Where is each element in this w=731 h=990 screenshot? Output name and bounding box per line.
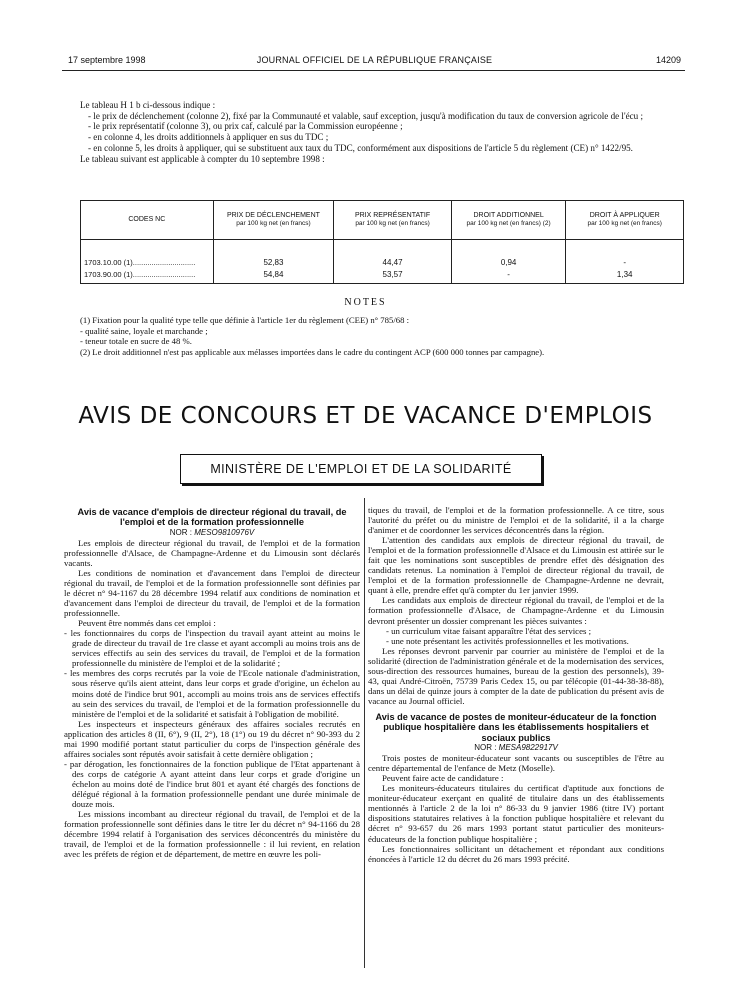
paragraph: Les missions incombant au directeur régional du travail, de l'emploi et de la formation professionnelle sont définies dans le titre Ier du décret n° 94-1166 du 28 décembre 1994 relatif à l'organisation des services déconcentrés du ministère du travail, de l'emploi et de la formation professionnelle : il lui revient, en relation avec les préfets de région et de département, de mettre en œuvre les poli-: [64, 809, 360, 860]
paragraph: - une note présentant les activités professionnelles et les motivations.: [386, 635, 629, 646]
cell-trigger-price: 52,83: [213, 256, 334, 268]
table-row: [81, 256, 684, 268]
article-nor: NOR : MESA9822917V: [474, 743, 558, 753]
paragraph: Les moniteurs-éducateurs titulaires du certificat d'aptitude aux fonctions de moniteur-éducateur exerçant en qualité de titulaire dans un des établissements mentionnés à l'article 2 de la loi n° 86-33 du 9 janvier 1986 (titre IV) portant dispositions statutaires relatives à la fonction publique hospitalière et relevant du décret n° 93-657 du 26 mars 1993 portant statut particulier des moniteurs-éducateurs de la fonction publique hospitalière ;: [368, 783, 664, 844]
intro-line: - en colonne 5, les droits à appliquer, qui se substituent aux taux du TDC, conformément aux dispositions de l'article 5 du règlement (CE) n° 1422/95.: [88, 142, 633, 153]
cell-code: 1703.90.00 (1)..............................: [81, 268, 214, 284]
paragraph: Les conditions de nomination et d'avancement dans l'emploi de directeur régional du travail, de l'emploi et de la formation professionnelle sont définies par le décret n° 94-1167 du 28 décembre 1994 relatif aux conditions de nomination et d'avancement dans l'emploi de directeur du travail, de l'emploi et de la formation professionnelle.: [64, 567, 360, 619]
note-line: - teneur totale en sucre de 48 %.: [80, 336, 192, 347]
page-number: 14209: [655, 55, 681, 65]
notes-title: NOTES: [344, 297, 387, 308]
paragraph: Les inspecteurs et inspecteurs généraux des affaires sociales recrutés en application des articles 8 (II, 6°), 9 (II, 2°), 18 (1°) ou 19 du décret n° 90-393 du 2 mai 1990 modifié portant statut particulier du corps de l'inspection générale des affaires sociales sont réputés avoir satisfait à cette dernière obligation ;: [64, 718, 360, 759]
note-line: (2) Le droit additionnel n'est pas applicable aux mélasses importées dans le cadre du contingent ACP (600 000 tonnes par campagne).: [80, 346, 545, 357]
ministry-title: MINISTÈRE DE L'EMPLOI ET DE LA SOLIDARITÉ: [210, 462, 512, 476]
cell-applied-duty: 1,34: [566, 268, 684, 284]
table-row: [81, 268, 684, 284]
paragraph: Peuvent être nommés dans cet emploi :: [78, 618, 216, 629]
paragraph: L'attention des candidats aux emplois de directeur régional du travail, de l'emploi et de la formation professionnelle d'Alsace et du Limousin est attirée sur le fait que les nominations sont susceptibles de prendre effet dès désignation des candidats retenus. La nomination à l'emploi de directeur régional du travail, de l'emploi et de la formation professionnelle de Champagne-Ardenne ne devrait, quant à elle, prendre effet qu'à compter du 1er janvier 1999.: [368, 535, 664, 596]
ministry-box: [180, 454, 542, 484]
section-title: AVIS DE CONCOURS ET DE VACANCE D'EMPLOIS: [78, 403, 653, 429]
table-spacer-row: [81, 240, 684, 257]
article-title: Avis de vacance de postes de moniteur-éducateur de la fonction publique hospitalière dans les établissements hospitaliers et sociaux publics: [375, 711, 657, 743]
column-divider: [364, 498, 365, 968]
article-nor: NOR : MESO9810976V: [169, 527, 255, 537]
paragraph: - les membres des corps recrutés par la voie de l'Ecole nationale d'administration, sous réserve qu'ils aient atteint, dans leur corps et grade d'origine, un échelon au moins doté de l'indice brut 901, accompli au moins trois ans de services effectifs au sein des services du travail, de l'emploi et de la formation professionnelle du ministère de l'emploi et de la solidarité et satisfait à l'obligation de mobilité.: [64, 668, 360, 719]
journal-title: JOURNAL OFFICIEL DE LA RÉPUBLIQUE FRANÇAISE: [256, 55, 493, 65]
header-rule: [62, 70, 685, 71]
table-header-cell: PRIX REPRÉSENTATIF par 100 kg net (en francs): [334, 201, 452, 240]
table-header-cell: PRIX DE DÉCLENCHEMENT par 100 kg net (en francs): [213, 201, 334, 240]
paragraph: - les fonctionnaires du corps de l'inspection du travail ayant atteint au moins le grade de directeur du travail de 1re classe et ayant accompli au moins trois ans de services effectifs au sein des services du travail, de l'emploi et de la formation professionnelle du ministère de l'emploi et de la solidarité ;: [64, 628, 360, 669]
cell-representative-price: 53,57: [334, 268, 452, 284]
intro-block: [80, 100, 670, 164]
intro-line: Le tableau suivant est applicable à compter du 10 septembre 1998 :: [80, 153, 325, 164]
paragraph: tiques du travail, de l'emploi et de la formation professionnelle. A ce titre, sous l'autorité du préfet ou du ministre de l'emploi et de la solidarité, il a la charge d'animer et de coordonner les services déconcentrés dans la région.: [368, 505, 664, 536]
cell-code: 1703.10.00 (1)..............................: [81, 256, 214, 268]
paragraph: - par dérogation, les fonctionnaires de la fonction publique de l'Etat appartenant à des corps de catégorie A ayant atteint dans leur corps et grade d'origine un échelon au moins doté de l'indice brut 801 et ayant été chargés des fonctions de délégué régional à la formation professionnelle pendant une durée minimale de douze mois.: [64, 758, 360, 810]
paragraph: Les réponses devront parvenir par courrier au ministère de l'emploi et de la solidarité (direction de l'administration générale et de la modernisation des services, sous-direction des ressources humaines, bureau de la gestion des personnels), 39-43, quai André-Citroën, 75739 Paris Cedex 15, ou par télécopie (01-44-38-38-88), dans un délai de quinze jours à compter de la date de publication du présent avis de vacance au Journal officiel.: [368, 645, 664, 706]
right-column: [368, 505, 664, 864]
cell-applied-duty: -: [566, 256, 684, 268]
left-column: [64, 507, 360, 859]
cell-trigger-price: 54,84: [213, 268, 334, 284]
table-header-cell: CODES NC: [81, 201, 214, 240]
page-header: [68, 55, 681, 69]
paragraph: Les fonctionnaires sollicitant un détachement et répondant aux conditions énoncées à l'article 12 du décret du 26 mars 1993 précité.: [368, 843, 664, 864]
table-header-cell: DROIT À APPLIQUER par 100 kg net (en francs): [566, 201, 684, 240]
intro-line: - le prix représentatif (colonne 3), ou prix caf, calculé par la Commission européenne ;: [88, 121, 403, 132]
note-line: (1) Fixation pour la qualité type telle que définie à l'article 1er du règlement (CEE) n° 785/68 :: [80, 315, 410, 325]
article-body: [368, 753, 664, 864]
intro-line: - en colonne 4, les droits additionnels à appliquer en sus du TDC ;: [88, 132, 329, 143]
cell-additional-duty: -: [451, 268, 566, 284]
intro-line: - le prix de déclenchement (colonne 2), fixé par la Communauté et valable, sauf exception, jusqu'à modification du taux de conversion agricole de l'écu ;: [88, 110, 644, 121]
table-header-cell: DROIT ADDITIONNEL par 100 kg net (en francs) (2): [451, 201, 566, 240]
article-title: Avis de vacance d'emplois de directeur régional du travail, de l'emploi et de la formation professionnelle: [77, 507, 347, 528]
article-body-continued: [368, 505, 664, 706]
paragraph: Peuvent faire acte de candidature :: [382, 773, 504, 784]
cell-representative-price: 44,47: [334, 256, 452, 268]
paragraph: Les emplois de directeur régional du travail, de l'emploi et de la formation professionnelle d'Alsace, de Champagne-Ardenne et du Limousin sont déclarés vacants.: [64, 537, 360, 568]
paragraph: - un curriculum vitae faisant apparaître l'état des services ;: [386, 625, 592, 636]
article-body: [64, 538, 360, 860]
intro-line: Le tableau H 1 b ci-dessous indique :: [80, 100, 216, 110]
note-line: - qualité saine, loyale et marchande ;: [80, 325, 208, 336]
price-table: [80, 200, 684, 284]
header-date: 17 septembre 1998: [68, 55, 146, 65]
table-header-row: [81, 201, 684, 240]
notes-block: [80, 315, 680, 357]
paragraph: Les candidats aux emplois de directeur régional du travail, de l'emploi et de la formation professionnelle d'Alsace, de Champagne-Ardenne et du Limousin devront présenter un dossier comprenant les pièces suivantes :: [368, 595, 664, 626]
paragraph: Trois postes de moniteur-éducateur sont vacants ou susceptibles de l'être au centre départemental de l'enfance de Metz (Moselle).: [368, 753, 664, 774]
cell-additional-duty: 0,94: [451, 256, 566, 268]
